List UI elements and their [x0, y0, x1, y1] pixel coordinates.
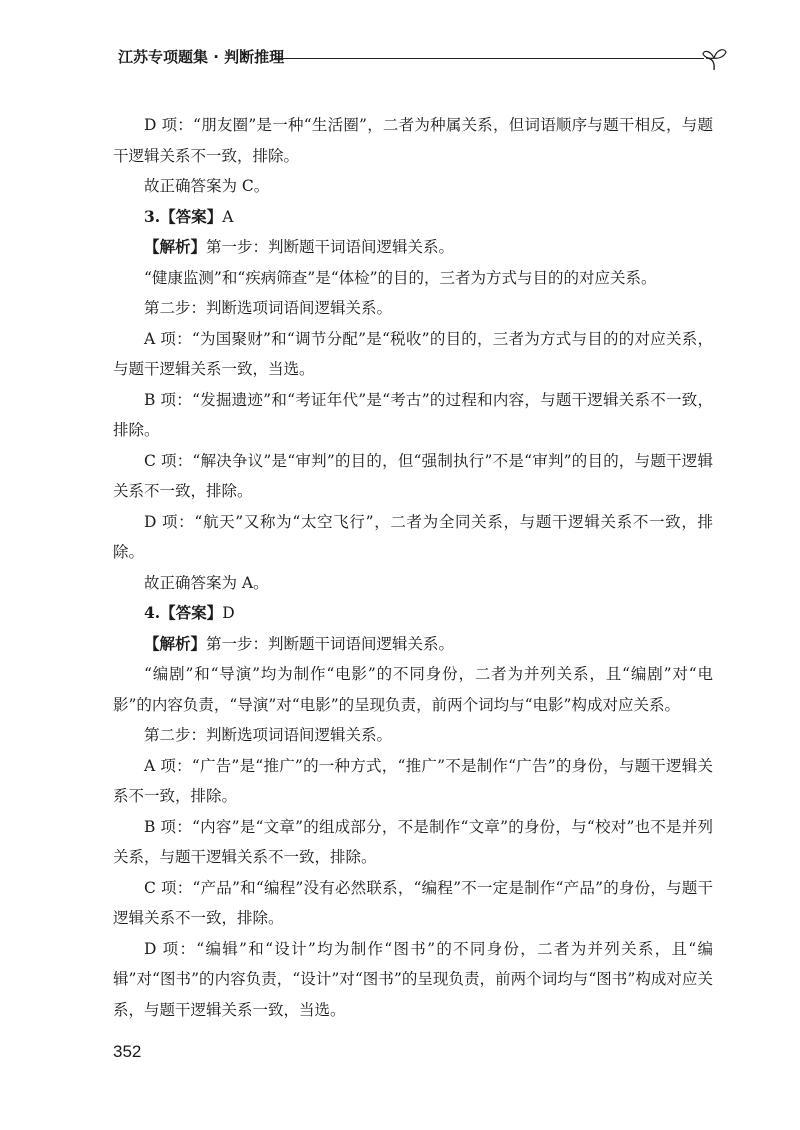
paragraph-text: C 项：“解决争议”是“审判”的目的，但“强制执行”不是“审判”的目的，与题干逻辑关系不一致，排除。: [113, 451, 713, 500]
paragraph: [113, 812, 713, 873]
section-tag: 【解析】: [144, 633, 207, 653]
paragraph: [113, 934, 713, 1026]
paragraph: [113, 263, 713, 294]
paragraph: [113, 598, 713, 629]
paragraph: [113, 873, 713, 934]
paragraph-text: “健康监测”和“疾病筛查”是“体检”的目的，三者为方式与目的的对应关系。: [144, 268, 657, 287]
paragraph-text: A 项：“为国聚财”和“调节分配”是“税收”的目的，三者为方式与目的的对应关系，与题干逻辑关系一致，当选。: [113, 329, 713, 378]
section-tag: 4.【答案】: [144, 603, 223, 622]
paragraph-text: C 项：“产品”和“编程”没有必然联系，“编程”不一定是制作“产品”的身份，与题干逻辑关系不一致，排除。: [113, 878, 713, 927]
header-title: 江苏专项题集 · 判断推理: [118, 48, 285, 66]
page-number: 352: [113, 1042, 142, 1061]
answer-explanations: [113, 110, 713, 1025]
paragraph-text: 第二步：判断选项词语间逻辑关系。: [144, 726, 393, 744]
paragraph-text: 第二步：判断选项词语间逻辑关系。: [144, 299, 393, 317]
paragraph-text: B 项：“内容”是“文章”的组成部分，不是制作“文章”的身份，与“校对”也不是并列关系，与题干逻辑关系不一致，排除。: [113, 817, 713, 866]
paragraph: [113, 568, 713, 599]
paragraph: [113, 293, 713, 324]
paragraph: [113, 385, 713, 446]
paragraph-text: 故正确答案为 C。: [144, 177, 270, 195]
paragraph-text: D: [222, 604, 235, 622]
paragraph: [113, 171, 713, 202]
paragraph-text: D 项：“编辑”和“设计”均为制作“图书”的不同身份，二者为并列关系，且“编辑”对“图书”的内容负责，“设计”对“图书”的呈现负责，前两个词均与“图书”构成对应关系，与题干逻辑关系一致，当选。: [113, 939, 713, 1019]
paragraph-text: D 项：“航天”又称为“太空飞行”，二者为全同关系，与题干逻辑关系不一致，排除。: [113, 512, 713, 561]
paragraph: [113, 202, 713, 233]
paragraph: [113, 720, 713, 751]
paragraph-text: 第一步：判断题干词语间逻辑关系。: [206, 634, 455, 653]
paragraph: [113, 629, 713, 660]
paragraph-text: 故正确答案为 A。: [144, 573, 269, 592]
paragraph-text: D 项：“朋友圈”是一种“生活圈”，二者为种属关系，但词语顺序与题干相反，与题干逻辑关系不一致，排除。: [113, 116, 713, 165]
paragraph-text: A 项：“广告”是“推广”的一种方式，“推广”不是制作“广告”的身份，与题干逻辑关系不一致，排除。: [113, 756, 713, 805]
section-tag: 3.【答案】: [144, 206, 223, 226]
paragraph-text: 第一步：判断题干词语间逻辑关系。: [206, 238, 455, 256]
paragraph-text: “编剧”和“导演”均为制作“电影”的不同身份，二者为并列关系，且“编剧”对“电影”的内容负责，“导演”对“电影”的呈现负责，前两个词均与“电影”构成对应关系。: [113, 665, 713, 714]
paragraph-text: B 项：“发掘遗迹”和“考证年代”是“考古”的过程和内容，与题干逻辑关系不一致，排除。: [113, 390, 713, 439]
paragraph-text: A: [222, 207, 234, 226]
paragraph: [113, 659, 713, 720]
paragraph: [113, 232, 713, 263]
paragraph: [113, 507, 713, 568]
header-rule: [274, 58, 704, 59]
running-header: [118, 44, 718, 74]
paragraph: [113, 324, 713, 385]
paragraph: [113, 110, 713, 171]
paragraph: [113, 751, 713, 812]
sprout-icon: [702, 44, 728, 74]
paragraph: [113, 446, 713, 507]
section-tag: 【解析】: [144, 237, 207, 256]
